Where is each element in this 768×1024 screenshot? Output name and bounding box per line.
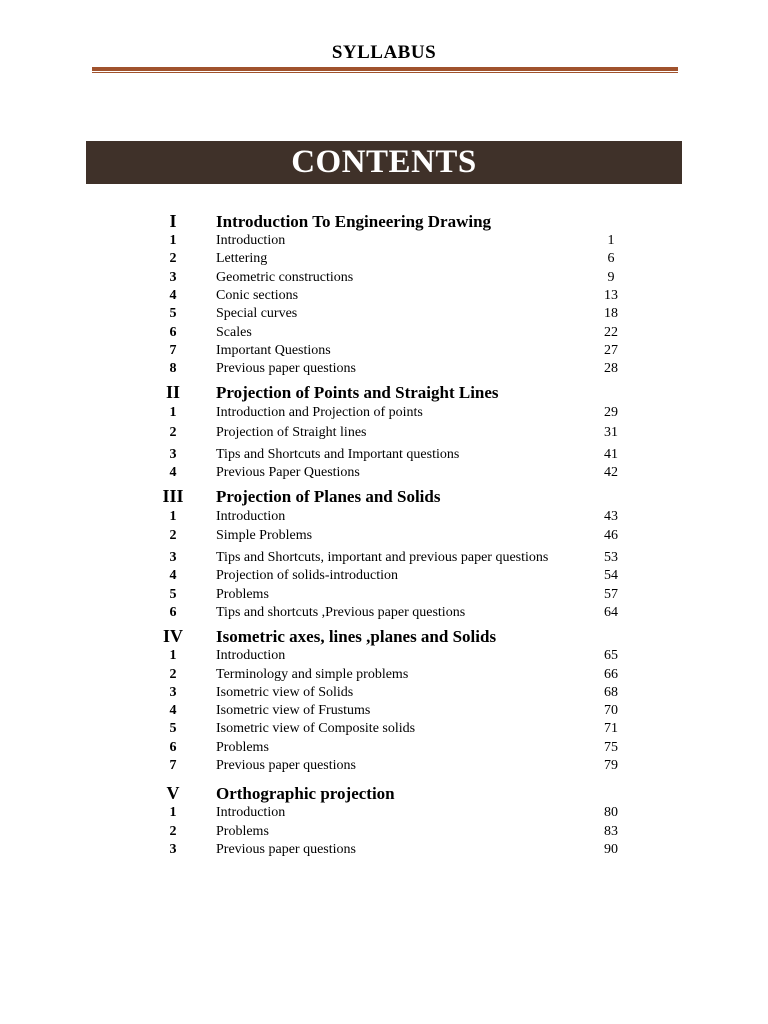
unit-heading <box>0 482 768 507</box>
topic-number: 7 <box>169 758 177 774</box>
topic-number: 5 <box>169 306 177 322</box>
topic-title: Previous paper questions <box>216 361 356 377</box>
topic-page: 68 <box>604 684 618 700</box>
topic-page: 83 <box>604 823 618 839</box>
toc-entry <box>0 423 768 443</box>
topic-title: Isometric view of Solids <box>216 684 354 700</box>
topic-page: 29 <box>604 405 618 421</box>
topic-page: 27 <box>604 342 618 358</box>
toc-entry <box>0 647 768 665</box>
topic-number: 4 <box>169 464 177 480</box>
topic-number: 4 <box>169 568 177 584</box>
header-rule-thick <box>92 67 678 71</box>
topic-page: 9 <box>607 269 615 285</box>
topic-number: 4 <box>169 703 177 719</box>
topic-number: 7 <box>169 342 177 358</box>
topic-title: Projection of Straight lines <box>216 424 367 440</box>
unit-title: Introduction To Engineering Drawing <box>216 212 492 231</box>
unit-title: Projection of Planes and Solids <box>216 486 441 506</box>
unit-heading <box>0 779 768 804</box>
topic-title: Geometric constructions <box>216 269 354 285</box>
topic-number: 1 <box>169 508 177 524</box>
toc-entry <box>0 684 768 702</box>
topic-title: Lettering <box>216 251 268 267</box>
topic-number: 2 <box>169 823 177 839</box>
topic-page: 54 <box>604 568 618 584</box>
topic-number: 3 <box>169 841 177 857</box>
topic-title: Introduction and Projection of points <box>216 405 423 421</box>
unit-numeral: IV <box>162 626 183 647</box>
topic-title: Projection of solids-introduction <box>216 568 398 584</box>
toc-entry <box>0 720 768 738</box>
topic-title: Special curves <box>216 306 298 322</box>
topic-page: 31 <box>604 424 618 440</box>
toc-entry <box>0 841 768 859</box>
topic-title: Tips and shortcuts ,Previous paper questions <box>216 605 466 620</box>
toc-entry <box>0 360 768 378</box>
topic-page: 64 <box>604 605 618 620</box>
topic-title: Introduction <box>216 648 286 664</box>
topic-title: Previous Paper Questions <box>216 464 360 480</box>
topic-number: 1 <box>169 648 177 664</box>
topic-title: Conic sections <box>216 288 299 304</box>
topic-title: Introduction <box>216 233 286 249</box>
topic-number: 2 <box>169 424 177 440</box>
topic-number: 2 <box>169 666 177 682</box>
topic-page: 42 <box>604 464 618 480</box>
topic-number: 5 <box>169 721 177 737</box>
toc-entry <box>0 567 768 585</box>
unit-numeral: V <box>166 783 180 804</box>
topic-title: Terminology and simple problems <box>216 666 409 682</box>
topic-page: 22 <box>604 324 618 340</box>
toc-entry <box>0 604 768 622</box>
topic-title: Previous paper questions <box>216 758 356 774</box>
topic-number: 2 <box>169 251 177 267</box>
topic-title: Problems <box>216 739 269 755</box>
topic-title: Introduction <box>216 508 286 524</box>
toc-entry <box>0 804 768 822</box>
topic-title: Problems <box>216 586 269 602</box>
topic-page: 57 <box>604 586 618 602</box>
toc-entry <box>0 464 768 482</box>
topic-number: 1 <box>169 805 177 821</box>
topic-number: 6 <box>169 739 177 755</box>
topic-number: 2 <box>169 528 177 544</box>
toc-entry <box>0 823 768 841</box>
topic-title: Previous paper questions <box>216 841 356 857</box>
topic-page: 1 <box>607 233 615 249</box>
toc-entry <box>0 287 768 305</box>
toc-entry <box>0 739 768 757</box>
toc-entry <box>0 323 768 341</box>
toc-entry <box>0 305 768 323</box>
toc-entry <box>0 250 768 268</box>
unit-numeral: I <box>169 211 177 231</box>
topic-page: 13 <box>604 288 618 304</box>
toc-entry <box>0 507 768 527</box>
topic-title: Tips and Shortcuts, important and previous paper questions <box>216 550 549 566</box>
topic-number: 5 <box>169 586 177 602</box>
topic-title: Scales <box>216 324 252 340</box>
topic-page: 79 <box>604 758 618 774</box>
topic-page: 41 <box>604 446 618 462</box>
unit-heading <box>0 378 768 403</box>
topic-page: 90 <box>604 841 618 857</box>
topic-page: 43 <box>604 508 618 524</box>
topic-page: 65 <box>604 648 618 664</box>
toc-entry <box>0 665 768 683</box>
topic-number: 6 <box>169 324 177 340</box>
topic-title: Tips and Shortcuts and Important questions <box>216 446 460 462</box>
page-header-title: SYLLABUS <box>331 42 437 63</box>
topic-number: 1 <box>169 405 177 421</box>
table-of-contents <box>0 207 768 859</box>
toc-entry <box>0 445 768 463</box>
topic-number: 6 <box>169 605 177 620</box>
topic-page: 75 <box>604 739 618 755</box>
toc-entry <box>0 269 768 287</box>
topic-page: 18 <box>604 306 618 322</box>
topic-number: 1 <box>169 233 177 249</box>
topic-page: 6 <box>607 251 615 267</box>
toc-entry <box>0 549 768 567</box>
unit-numeral: III <box>162 485 184 506</box>
unit-title: Orthographic projection <box>216 784 395 804</box>
topic-title: Problems <box>216 823 269 839</box>
topic-number: 3 <box>169 269 177 285</box>
topic-page: 71 <box>604 721 618 737</box>
topic-page: 80 <box>604 805 618 821</box>
topic-page: 70 <box>604 703 618 719</box>
unit-heading <box>0 207 768 232</box>
topic-page: 66 <box>604 666 618 682</box>
header-rule-thin <box>92 72 678 73</box>
topic-title: Simple Problems <box>216 528 313 544</box>
toc-entry <box>0 757 768 775</box>
topic-title: Isometric view of Composite solids <box>216 721 416 737</box>
toc-entry <box>0 403 768 423</box>
topic-page: 28 <box>604 361 618 377</box>
topic-title: Isometric view of Frustums <box>216 703 371 719</box>
topic-page: 46 <box>604 528 618 544</box>
unit-title: Projection of Points and Straight Lines <box>216 383 499 403</box>
contents-banner <box>86 141 682 184</box>
toc-entry <box>0 342 768 360</box>
topic-number: 3 <box>169 684 177 700</box>
toc-entry <box>0 702 768 720</box>
topic-title: Introduction <box>216 805 286 821</box>
topic-number: 8 <box>169 361 177 377</box>
toc-entry <box>0 526 768 546</box>
topic-page: 53 <box>604 550 618 566</box>
topic-title: Important Questions <box>216 342 331 358</box>
unit-heading <box>0 622 768 647</box>
contents-title: CONTENTS <box>291 144 477 180</box>
unit-title: Isometric axes, lines ,planes and Solids <box>216 627 497 647</box>
topic-number: 3 <box>169 446 177 462</box>
toc-entry <box>0 586 768 604</box>
topic-number: 4 <box>169 288 177 304</box>
unit-numeral: II <box>165 382 180 403</box>
topic-number: 3 <box>169 550 177 566</box>
toc-entry <box>0 232 768 250</box>
